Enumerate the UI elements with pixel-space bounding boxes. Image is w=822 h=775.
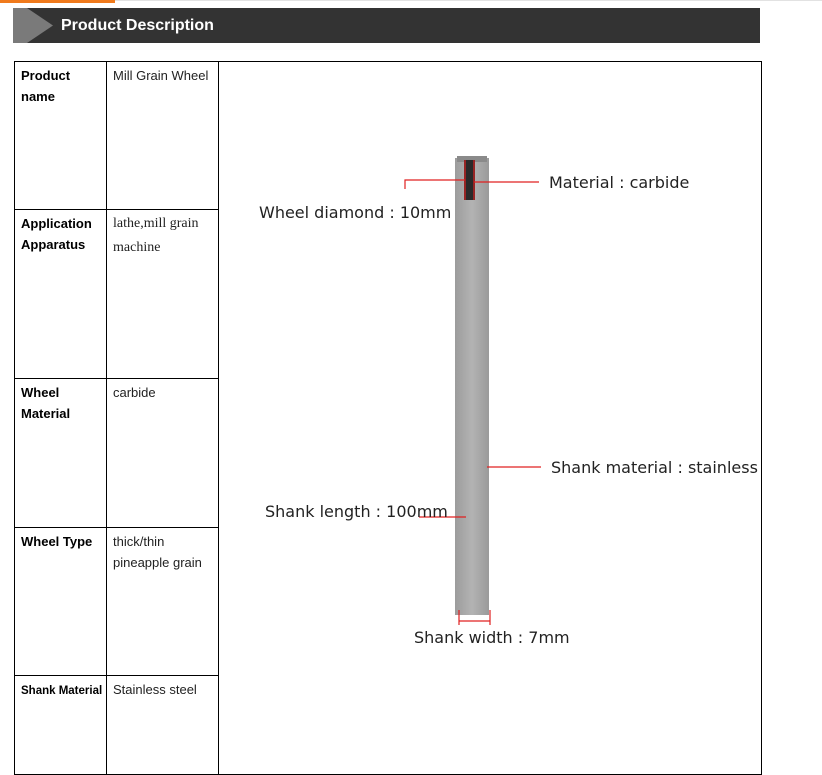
section-title: Product Description bbox=[61, 17, 214, 34]
spec-key: Shank Material bbox=[15, 676, 107, 775]
shank-width-label: Shank width : 7mm bbox=[414, 628, 570, 647]
shank-length-label: Shank length : 100mm bbox=[265, 502, 448, 521]
product-diagram bbox=[219, 62, 761, 775]
top-accent-bar bbox=[0, 0, 115, 3]
arrow-icon bbox=[13, 8, 58, 43]
spec-table bbox=[14, 61, 762, 775]
spec-value: Stainless steel bbox=[107, 676, 219, 775]
spec-value: Mill Grain Wheel bbox=[107, 62, 219, 210]
wheel-diamond-label: Wheel diamond : 10mm bbox=[259, 203, 452, 222]
spec-key: Product name bbox=[15, 62, 107, 210]
product-diagram-cell bbox=[219, 62, 762, 775]
tool-shank bbox=[455, 158, 489, 615]
material-label: Material : carbide bbox=[549, 173, 690, 192]
section-header bbox=[13, 8, 760, 43]
spec-key: Wheel Material bbox=[15, 379, 107, 528]
spec-key: Wheel Type bbox=[15, 528, 107, 676]
spec-key: Application Apparatus bbox=[15, 210, 107, 379]
shank-material-label: Shank material : stainless bbox=[551, 458, 758, 477]
spec-value: thick/thin pineapple grain bbox=[107, 528, 219, 676]
table-row bbox=[15, 62, 762, 210]
top-divider bbox=[115, 0, 822, 1]
carbide-wheel bbox=[464, 160, 475, 200]
spec-value: lathe,mill grain machine bbox=[107, 210, 219, 379]
spec-value: carbide bbox=[107, 379, 219, 528]
